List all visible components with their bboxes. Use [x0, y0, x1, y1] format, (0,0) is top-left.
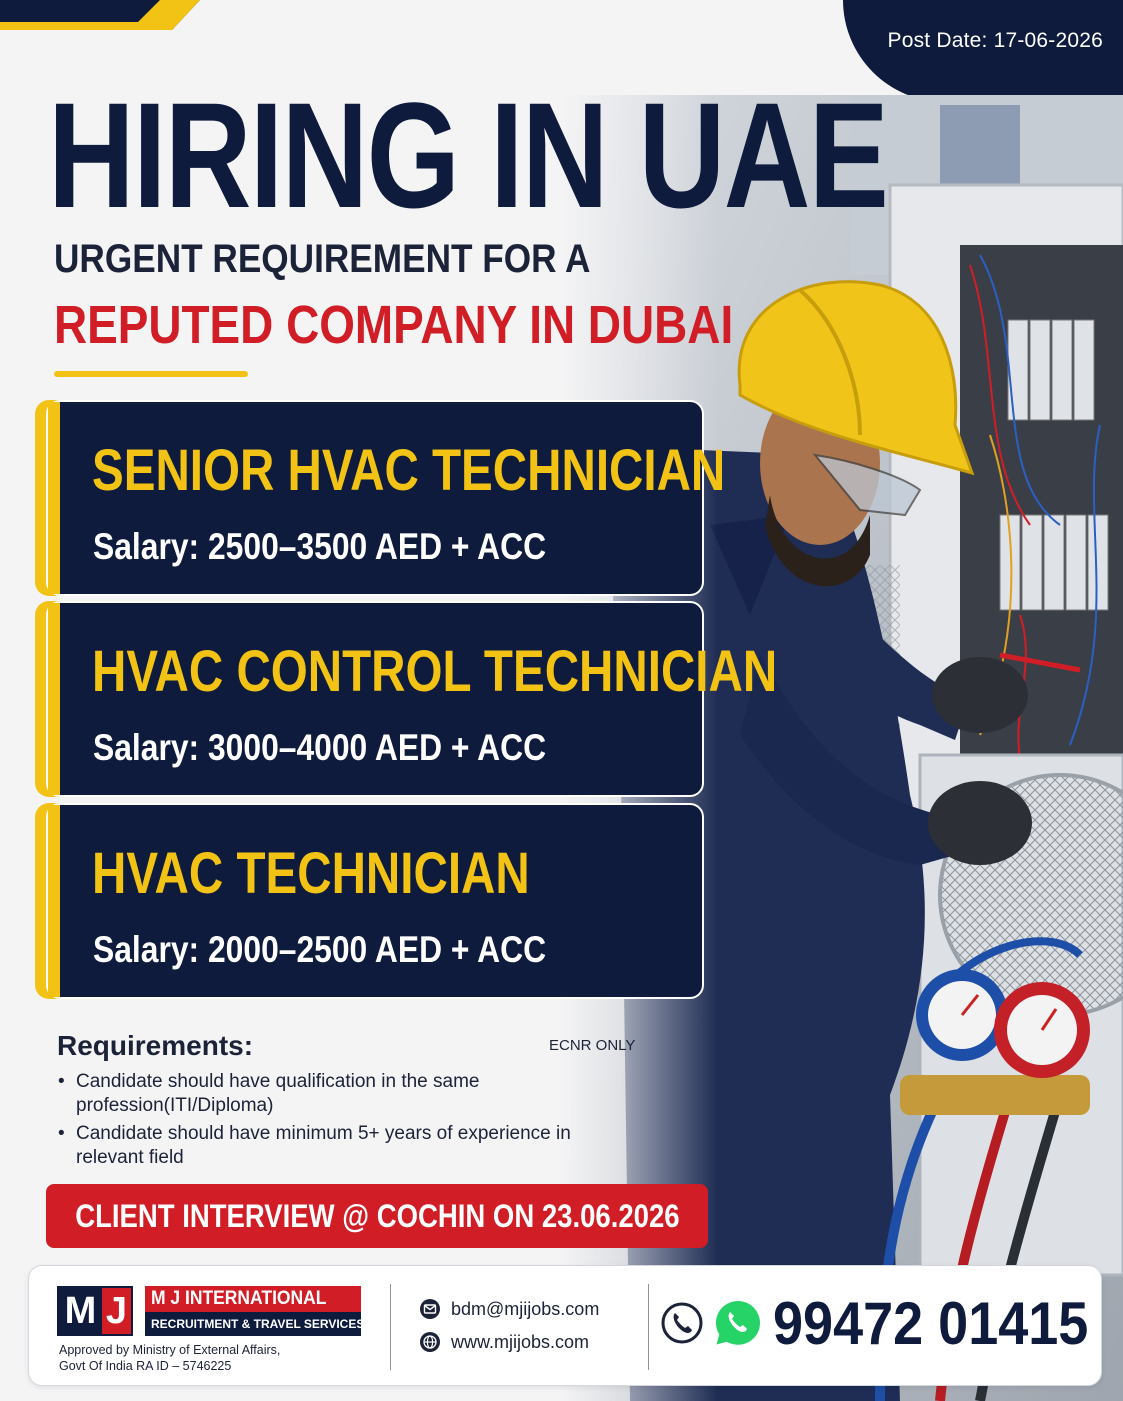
interview-text: CLIENT INTERVIEW @ COCHIN ON 23.06.2026 — [74, 1197, 680, 1234]
phone-icons — [661, 1298, 763, 1348]
phone-icon[interactable] — [661, 1302, 703, 1344]
mj-logo — [57, 1286, 133, 1336]
corner-accent-top-left — [0, 0, 200, 30]
whatsapp-icon[interactable] — [713, 1298, 763, 1348]
requirement-item: • Candidate should have minimum 5+ years of experience in relevant field — [58, 1122, 618, 1170]
job-card-senior-hvac-technician — [46, 400, 726, 596]
email-text: bdm@mjijobs.com — [451, 1298, 600, 1319]
approval-text: Approved by Ministry of External Affairs, Govt Of India RA ID – 5746225 — [59, 1343, 281, 1373]
company-tagline: RECRUITMENT & TRAVEL SERVICES — [145, 1312, 361, 1336]
job-title: HVAC CONTROL TECHNICIAN — [92, 639, 778, 704]
footer-contact-bar — [28, 1265, 1102, 1386]
ecnr-note: ECNR ONLY — [549, 1037, 636, 1054]
email-link[interactable] — [419, 1298, 599, 1320]
job-card-hvac-technician — [46, 803, 704, 999]
requirements-heading: Requirements: — [57, 1030, 254, 1061]
requirements-list — [58, 1070, 618, 1174]
subheadline-company: REPUTED COMPANY IN DUBAI — [54, 295, 734, 355]
company-name: M J INTERNATIONAL — [145, 1286, 361, 1312]
website-link[interactable] — [419, 1331, 589, 1353]
subheadline-urgent: URGENT REQUIREMENT FOR A — [54, 237, 591, 281]
mail-icon — [419, 1298, 441, 1320]
footer-divider — [390, 1284, 391, 1370]
job-title: SENIOR HVAC TECHNICIAN — [92, 438, 726, 503]
job-salary: Salary: 3000–4000 AED + ACC — [93, 727, 547, 768]
post-date: Post Date: 17-06-2026 — [887, 29, 1103, 52]
logo-letter-j: J — [102, 1288, 131, 1334]
headline: HIRING IN UAE — [48, 71, 888, 239]
globe-icon — [419, 1331, 441, 1353]
logo-letter-m: M — [59, 1288, 102, 1334]
job-title: HVAC TECHNICIAN — [92, 841, 530, 906]
requirement-item: • Candidate should have qualification in the same profession(ITI/Diploma) — [58, 1070, 618, 1118]
job-salary: Salary: 2500–3500 AED + ACC — [93, 526, 547, 567]
phone-number[interactable]: 99472 01415 — [773, 1290, 1089, 1357]
footer-divider — [648, 1284, 649, 1370]
job-salary: Salary: 2000–2500 AED + ACC — [93, 929, 547, 970]
interview-banner — [46, 1184, 708, 1248]
heading-underline — [54, 371, 248, 377]
job-card-hvac-control-technician — [46, 601, 778, 797]
website-text: www.mjijobs.com — [451, 1331, 590, 1352]
